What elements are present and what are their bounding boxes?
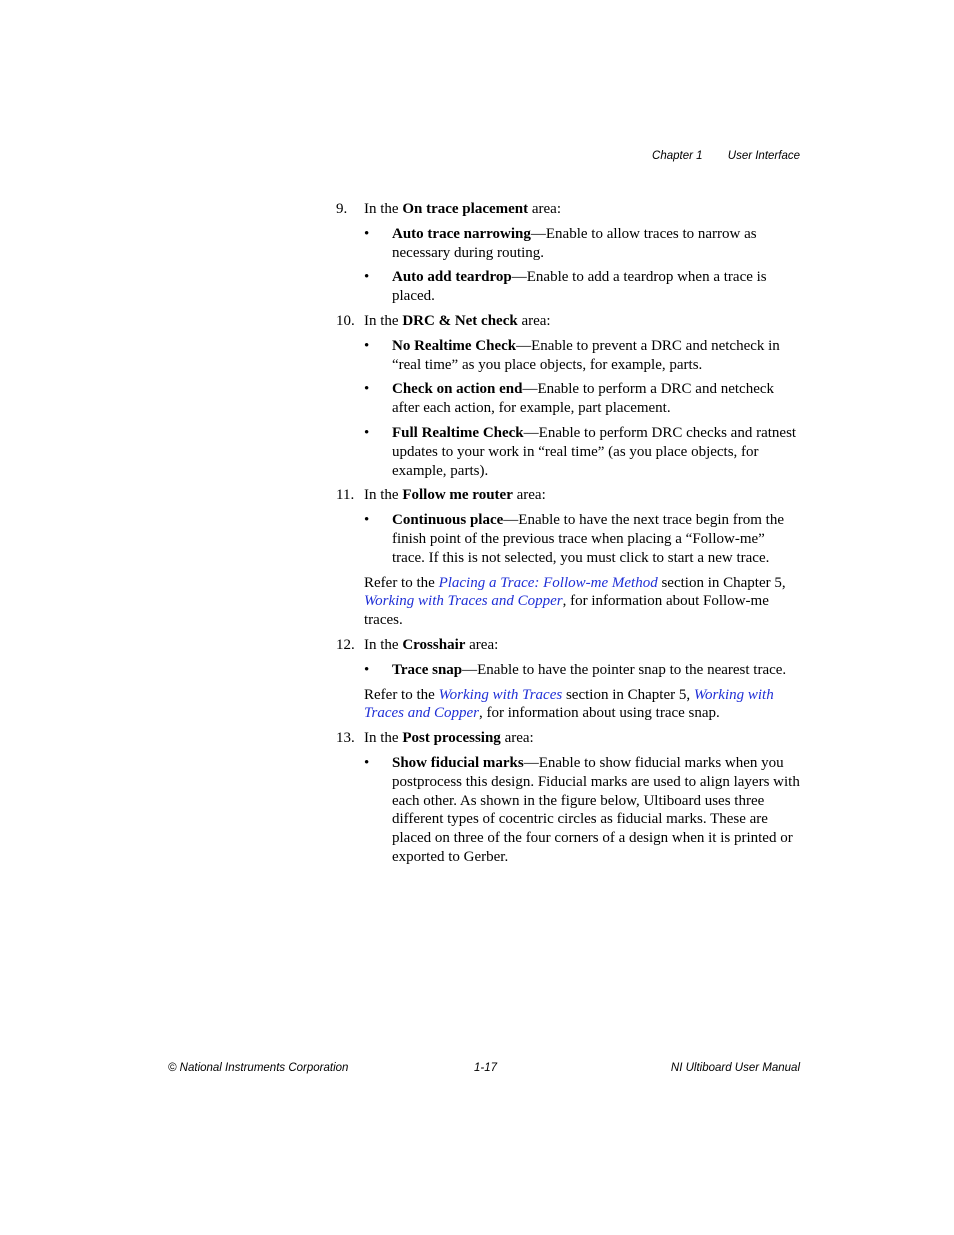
page-footer	[168, 1062, 800, 1078]
bullet-dot: •	[364, 754, 370, 771]
step-text-end: area:	[528, 201, 562, 217]
bullet-dot: •	[364, 225, 370, 242]
step-area-name: On trace placement	[402, 201, 529, 217]
running-header	[652, 150, 800, 162]
bullet-auto-trace-narrowing	[364, 225, 800, 263]
option-name: Check on action end	[392, 381, 523, 398]
step-number: 10.	[336, 312, 355, 329]
option-name: No Realtime Check	[392, 337, 517, 354]
refer-text: section in Chapter 5,	[562, 686, 694, 703]
option-description: —Enable to have the next trace begin from the finish point of the previous trace when placing a “Follow-me” trace. If this is not selected, you must click to start a new trace.	[392, 512, 785, 566]
step-11	[336, 486, 800, 505]
step-area-name: Crosshair	[402, 636, 466, 653]
bullet-dot: •	[364, 424, 370, 441]
option-name: Continuous place	[392, 512, 504, 529]
step-number: 12.	[336, 636, 355, 653]
page-number: 1-17	[474, 1062, 498, 1074]
refer-text: Refer to the	[364, 574, 439, 591]
step-number: 11.	[336, 487, 355, 504]
option-name: Auto trace narrowing	[392, 225, 531, 242]
step-area-name: DRC & Net check	[402, 312, 518, 329]
step-number: 9.	[336, 201, 348, 217]
page-body	[336, 200, 800, 873]
step-text: In the	[364, 730, 403, 747]
footer-manual-title: NI Ultiboard User Manual	[670, 1062, 800, 1074]
step-12	[336, 636, 800, 655]
step-9	[336, 200, 800, 219]
header-chapter: Chapter 1	[652, 150, 703, 162]
option-description: —Enable to show fiducial marks when you postprocess this design. Fiducial marks are used to align layers with each other. As shown in the figure below, Ultiboard uses three different types of cocentric circles as fiducial marks. These are placed on three of the four corners of a design when it is printed or exported to Gerber.	[392, 754, 800, 865]
bullet-show-fiducial-marks	[364, 754, 800, 867]
option-description: —Enable to add a teardrop when a trace is placed.	[392, 269, 767, 305]
refer-paragraph-follow-me	[364, 574, 800, 630]
step-text-end: area:	[500, 730, 534, 747]
step-area-name: Post processing	[402, 730, 501, 747]
refer-paragraph-trace-snap	[364, 686, 800, 724]
bullet-continuous-place	[364, 511, 800, 567]
step-10	[336, 312, 800, 331]
option-name: Show fiducial marks	[392, 754, 524, 771]
option-description: —Enable to perform a DRC and netcheck after each action, for example, part placement.	[392, 381, 775, 417]
option-description: —Enable to allow traces to narrow as necessary during routing.	[392, 225, 757, 261]
bullet-dot: •	[364, 337, 370, 354]
step-area-name: Follow me router	[402, 487, 513, 504]
header-section: User Interface	[727, 150, 800, 162]
bullet-auto-add-teardrop	[364, 268, 800, 306]
bullet-trace-snap	[364, 661, 800, 680]
option-name: Full Realtime Check	[392, 424, 524, 441]
refer-text: , for information about using trace snap.	[479, 705, 720, 722]
footer-copyright: © National Instruments Corporation	[168, 1062, 349, 1074]
option-name: Trace snap	[392, 661, 463, 678]
bullet-dot: •	[364, 381, 370, 398]
step-text-end: area:	[517, 312, 551, 329]
link-working-with-traces-and-copper[interactable]: Working with Traces and Copper	[364, 593, 563, 610]
refer-text: , for information about Follow-me traces.	[364, 593, 769, 629]
bullet-dot: •	[364, 269, 370, 286]
option-name: Auto add teardrop	[392, 269, 512, 286]
refer-text: Refer to the	[364, 686, 439, 703]
bullet-no-realtime-check	[364, 337, 800, 375]
option-description: —Enable to prevent a DRC and netcheck in “real time” as you place objects, for example, parts.	[392, 337, 780, 373]
step-text: In the	[364, 201, 403, 217]
link-working-with-traces[interactable]: Working with Traces	[438, 686, 563, 703]
step-13	[336, 729, 800, 748]
step-text: In the	[364, 636, 403, 653]
link-working-with-traces-and-copper[interactable]: Working with Traces and Copper	[364, 686, 774, 722]
refer-text: section in Chapter 5,	[657, 574, 786, 591]
option-description: —Enable to have the pointer snap to the nearest trace.	[462, 661, 787, 678]
step-number: 13.	[336, 730, 355, 747]
bullet-full-realtime-check	[364, 424, 800, 480]
step-text: In the	[364, 312, 403, 329]
bullet-check-on-action-end	[364, 380, 800, 418]
bullet-dot: •	[364, 661, 370, 678]
step-text: In the	[364, 487, 403, 504]
link-placing-a-trace-follow-me[interactable]: Placing a Trace: Follow-me Method	[438, 574, 658, 591]
step-text-end: area:	[512, 487, 546, 504]
step-text-end: area:	[465, 636, 499, 653]
option-description: —Enable to perform DRC checks and ratnest updates to your work in “real time” (as you place objects, for example, parts).	[392, 424, 797, 479]
bullet-dot: •	[364, 512, 370, 529]
